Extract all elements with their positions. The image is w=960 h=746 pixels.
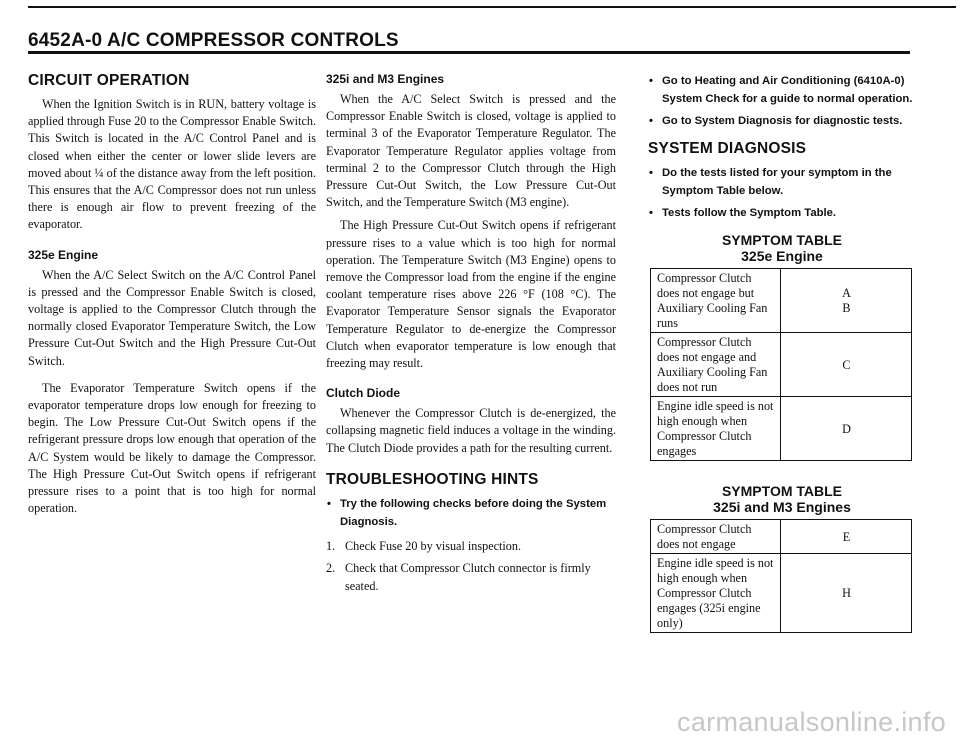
symptom-cell: Compressor Clutch does not engage but Auxiliary Cooling Fan runs — [651, 269, 781, 333]
system-diagnosis-heading: SYSTEM DIAGNOSIS — [648, 140, 807, 157]
symptom-cell: Engine idle speed is not high enough when Compressor Clutch engages — [651, 397, 781, 461]
test-code: A — [842, 286, 851, 300]
step-number: 1. — [326, 538, 336, 553]
table-row — [651, 269, 912, 333]
table-title-line: SYMPTOM TABLE — [721, 483, 843, 499]
bullet-item: • Tests follow the Symptom Table. — [648, 204, 916, 222]
circuit-operation-heading: CIRCUIT OPERATION — [28, 72, 190, 89]
table-row — [651, 333, 912, 397]
column-diagnosis — [648, 72, 916, 633]
top-border-line — [28, 6, 956, 8]
test-code: H — [842, 586, 851, 600]
step-number: 2. — [326, 560, 336, 575]
engine-325e-paragraph-1: When the A/C Select Switch on the A/C Control Panel is pressed and the Compressor Enable Switch is closed, voltage is applied to the Compressor Clutch through the normally closed Evaporator Temperature Switch, the Low Pressure Cut-Out Switch and the High Pressure Cut-Out Switch. — [28, 267, 316, 368]
clutch-diode-heading: Clutch Diode — [326, 386, 400, 401]
symptom-cell: Compressor Clutch does not engage — [651, 520, 781, 554]
step-text: Check that Compressor Clutch connector is firmly seated. — [345, 560, 591, 593]
column-325i-m3 — [326, 72, 616, 599]
troubleshooting-steps — [326, 537, 616, 595]
step-item — [326, 559, 616, 595]
troubleshooting-heading: TROUBLESHOOTING HINTS — [326, 470, 539, 488]
test-code: B — [842, 301, 851, 315]
test-code-cell — [781, 554, 912, 633]
table-subtitle-line: 325i and M3 Engines — [713, 499, 851, 515]
troubleshooting-bullets — [326, 495, 616, 531]
test-code: C — [842, 357, 851, 372]
clutch-diode-paragraph: Whenever the Compressor Clutch is de-energized, the collapsing magnetic field induces a voltage in the winding. The Clutch Diode provides a path for the resulting current. — [326, 406, 616, 455]
symptom-cell: Engine idle speed is not high enough when Compressor Clutch engages (325i engine only) — [651, 554, 781, 633]
symptom-table-325e — [650, 268, 912, 461]
test-code-cell — [781, 397, 912, 461]
system-check-bullets — [648, 72, 916, 130]
step-item — [326, 537, 616, 555]
engine-325i-paragraph-1: When the A/C Select Switch is pressed and the Compressor Enable Switch is closed, voltage is applied to terminal 3 of the Evaporator Temperature Regulator. The Evaporator Temperature Regulator applies voltage from terminal 2 to the Compressor Clutch through the High Pressure Cut-Out Switch, the Low Pressure Cut-Out Switch, and the Temperature Switch (M3 engine). — [326, 92, 616, 210]
engine-325e-paragraph-2: The Evaporator Temperature Switch opens if the evaporator temperature drops low enough for freezing to begin. The Low Pressure Cut-Out Switch opens if the refrigerant pressure drops low enough that operation of the A/C System would be likely to damage the Compressor. The High Pressure Cut-Out Switch opens if refrigerant pressure rises to a point that is too high for normal operation. — [28, 380, 316, 516]
table-row — [651, 397, 912, 461]
symptom-table-325e-title — [648, 232, 916, 264]
step-text: Check Fuse 20 by visual inspection. — [345, 538, 522, 553]
engine-325i-heading: 325i and M3 Engines — [326, 72, 445, 86]
symptom-cell: Compressor Clutch does not engage and Auxiliary Cooling Fan does not run — [651, 333, 781, 397]
header-rule — [28, 51, 910, 54]
circuit-intro-paragraph: When the Ignition Switch is in RUN, battery voltage is applied through Fuse 20 to the Compressor Enable Switch. This Switch is located in the A/C Control Panel and is closed when either the center or lower slide levers are moved about ¼ of the distance away from the left position. This ensures that the A/C Compressor does not run unless there is enough air flow to prevent freezing of the evaporator. — [28, 97, 316, 232]
page-title: 6452A-0 A/C COMPRESSOR CONTROLS — [28, 30, 399, 51]
test-code-cell — [781, 269, 912, 333]
table-subtitle-line: 325e Engine — [741, 248, 823, 264]
bullet-item: • Do the tests listed for your symptom in the Symptom Table below. — [648, 164, 916, 200]
engine-325i-paragraph-2: The High Pressure Cut-Out Switch opens if refrigerant pressure rises to a value which is too high for normal operation. The Temperature Switch (M3 Engine) opens to remove the Compressor load from the engine if the engine coolant temperature rises above 226 °F (108 °C). The Evaporator Temperature Sensor signals the Evaporator Temperature Regulator to de-energize the Compressor Clutch when evaporator temperature is low enough that freezing may result. — [326, 218, 616, 371]
table-row — [651, 520, 912, 554]
diagnosis-bullets — [648, 164, 916, 222]
troubleshooting-bullet: • Try the following checks before doing the System Diagnosis. — [326, 495, 616, 531]
bullet-item: • Go to System Diagnosis for diagnostic tests. — [648, 112, 916, 130]
bullet-item: • Go to Heating and Air Conditioning (6410A-0) System Check for a guide to normal operation. — [648, 72, 916, 108]
column-circuit-operation — [28, 72, 316, 523]
test-code: D — [842, 421, 851, 436]
engine-325e-heading: 325e Engine — [28, 247, 99, 262]
test-code-cell — [781, 333, 912, 397]
watermark-text: carmanualsonline.info — [677, 707, 946, 737]
test-code: E — [842, 529, 851, 544]
symptom-table-325i-title — [648, 483, 916, 515]
table-row — [651, 554, 912, 633]
table-title-line: SYMPTOM TABLE — [721, 232, 843, 248]
symptom-table-325i — [650, 519, 912, 633]
test-code-cell — [781, 520, 912, 554]
